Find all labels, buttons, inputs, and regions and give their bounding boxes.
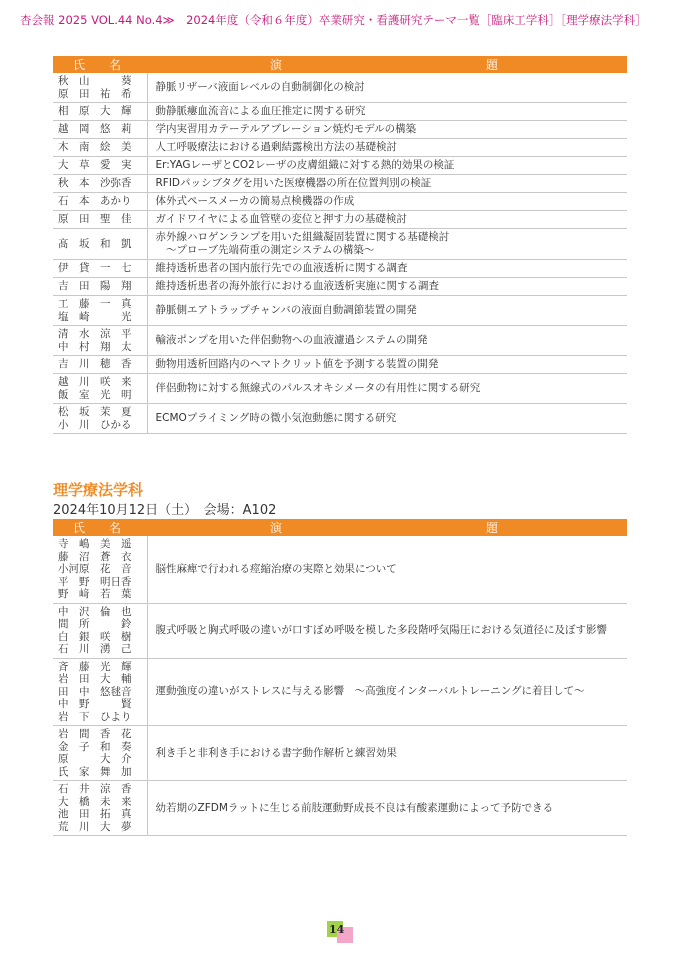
student-name: 原 大 介 bbox=[58, 753, 132, 765]
running-header: 杏会報 2025 VOL.44 No.4≫ 2024年度（令和６年度）卒業研究・看護研究テーマ一覧［臨床工学科］［理学療法学科］ bbox=[20, 13, 647, 27]
student-name: 藤 沼 蒼 衣 bbox=[58, 550, 132, 563]
student-name: 白 銀 咲 樹 bbox=[58, 630, 132, 643]
student-names-cell bbox=[53, 121, 147, 139]
research-title-line: 学内実習用カテーテルアブレーション焼灼モデルの構築 bbox=[155, 123, 417, 135]
table-row bbox=[53, 229, 627, 260]
student-name: 中 野 賢 bbox=[58, 698, 132, 710]
table-row bbox=[53, 211, 627, 229]
table-row bbox=[53, 326, 627, 356]
research-title-line: 腹式呼吸と胸式呼吸の違いが口すぼめ呼吸を模した多段階呼気陽圧における気道径に及ぼす影響 bbox=[155, 624, 607, 636]
student-name: 工 藤 一 真 bbox=[58, 298, 132, 310]
research-title-cell bbox=[147, 326, 627, 356]
student-names-cell bbox=[53, 536, 147, 603]
student-names-cell bbox=[53, 781, 147, 836]
table-row bbox=[53, 726, 627, 781]
student-name: 木 南 絵 美 bbox=[58, 141, 132, 154]
student-name: 松 坂 茉 夏 bbox=[58, 406, 132, 418]
research-title-line: 動静脈瘻血流音による血圧推定に関する研究 bbox=[155, 105, 366, 117]
student-name: 秋 本 沙弥香 bbox=[58, 177, 132, 190]
student-names-cell bbox=[53, 103, 147, 121]
student-names-cell bbox=[53, 356, 147, 374]
column-header-title: 演 題 bbox=[147, 519, 627, 536]
student-names-cell bbox=[53, 260, 147, 278]
student-name: 寺 嶋 美 遥 bbox=[58, 538, 132, 550]
research-title-cell bbox=[147, 103, 627, 121]
student-name: 石 井 涼 香 bbox=[58, 783, 132, 795]
research-title-cell bbox=[147, 175, 627, 193]
student-names-cell bbox=[53, 157, 147, 175]
column-header-name: 氏 名 bbox=[53, 519, 147, 536]
student-name: 田 中 悠毬音 bbox=[58, 685, 132, 698]
student-name: 池 田 拓 真 bbox=[58, 808, 132, 820]
student-name: 吉 川 穂 香 bbox=[58, 358, 132, 371]
research-title-cell bbox=[147, 139, 627, 157]
student-names-cell bbox=[53, 139, 147, 157]
research-title-line: 動物用透析回路内のヘマトクリット値を予測する装置の開発 bbox=[155, 358, 439, 370]
table-row bbox=[53, 781, 627, 836]
research-title-line: 維持透析患者の海外旅行における血液透析実施に関する調査 bbox=[155, 280, 439, 292]
student-names-cell bbox=[53, 374, 147, 404]
student-name: 平 野 明日香 bbox=[58, 575, 132, 588]
table-row bbox=[53, 103, 627, 121]
student-name: 塩 崎 光 bbox=[58, 310, 132, 323]
student-name: 中 村 翔 太 bbox=[58, 340, 132, 353]
student-names-cell bbox=[53, 73, 147, 103]
student-name: 飯 室 光 明 bbox=[58, 388, 132, 401]
student-name: 伊 貸 一 七 bbox=[58, 262, 132, 275]
research-title-cell bbox=[147, 229, 627, 260]
research-title-line: RFIDパッシブタグを用いた医療機器の所在位置判別の検証 bbox=[155, 177, 432, 189]
research-title-cell bbox=[147, 603, 627, 658]
research-title-cell bbox=[147, 193, 627, 211]
student-name: 秋 山 葵 bbox=[58, 75, 132, 87]
research-title-line: 幼若期のZFDMラットに生じる前肢運動野成長不良は有酸素運動によって予防できる bbox=[155, 801, 554, 814]
table-row bbox=[53, 260, 627, 278]
research-title-cell bbox=[147, 157, 627, 175]
research-title-line: ECMOプライミング時の微小気泡動態に関する研究 bbox=[155, 412, 397, 424]
student-name: 髙 坂 和 凱 bbox=[58, 237, 132, 250]
research-title-cell bbox=[147, 374, 627, 404]
student-names-cell bbox=[53, 175, 147, 193]
research-title-cell bbox=[147, 781, 627, 836]
student-name: 清 水 涼 平 bbox=[58, 328, 132, 340]
student-name: 越 川 咲 来 bbox=[58, 376, 132, 388]
student-name: 原 田 祐 希 bbox=[58, 87, 132, 100]
research-title-line: ～プローブ先端荷重の測定システムの構築～ bbox=[155, 244, 375, 256]
student-name: 岩 下 ひより bbox=[58, 710, 132, 723]
table-row bbox=[53, 374, 627, 404]
research-title-line: 体外式ペースメーカの簡易点検機器の作成 bbox=[155, 195, 355, 207]
column-header-name: 氏 名 bbox=[53, 56, 147, 73]
student-name: 岩 田 大 輔 bbox=[58, 673, 132, 685]
research-title-line: 利き手と非利き手における書字動作解析と練習効果 bbox=[155, 746, 397, 759]
student-name: 間 所 鈴 bbox=[58, 618, 132, 630]
student-name: 大 橋 未 来 bbox=[58, 795, 132, 808]
student-names-cell bbox=[53, 404, 147, 434]
research-title-line: 運動強度の違いがストレスに与える影響 ～高強度インターバルトレーニングに着目して～ bbox=[155, 685, 585, 698]
student-names-cell bbox=[53, 726, 147, 781]
research-title-line: Er:YAGレーザとCO2レーザの皮膚組織に対する熱的効果の検証 bbox=[155, 159, 455, 171]
student-name: 氏 家 舞 加 bbox=[58, 765, 132, 778]
student-name: 石 本 あかり bbox=[58, 195, 132, 208]
session-date-venue: 2024年10月12日（土） 会場：A102 bbox=[53, 503, 277, 518]
page-number-text: 14 bbox=[329, 923, 345, 936]
student-name: 金 子 和 奏 bbox=[58, 740, 132, 753]
research-title-cell bbox=[147, 260, 627, 278]
research-title-cell bbox=[147, 121, 627, 139]
research-title-line: 伴侶動物に対する無線式のパルスオキシメータの有用性に関する研究 bbox=[155, 382, 481, 394]
research-title-line: ガイドワイヤによる血管壁の変位と押す力の基礎検討 bbox=[155, 213, 407, 225]
research-title-line: 静脈側エアトラップチャンバの液面自動調節装置の開発 bbox=[155, 304, 417, 316]
student-name: 大 草 愛 実 bbox=[58, 159, 132, 172]
research-title-line: 脳性麻痺で行われる痙縮治療の実際と効果について bbox=[155, 562, 397, 575]
page-number bbox=[327, 921, 353, 943]
research-title-line: 赤外線ハロゲンランプを用いた組織凝固装置に関する基礎検討 bbox=[155, 231, 450, 243]
column-header-title: 演 題 bbox=[147, 56, 627, 73]
research-title-cell bbox=[147, 658, 627, 726]
student-names-cell bbox=[53, 658, 147, 726]
student-name: 原 田 聖 佳 bbox=[58, 213, 132, 226]
table-row bbox=[53, 658, 627, 726]
research-title-cell bbox=[147, 536, 627, 603]
table-row bbox=[53, 193, 627, 211]
table-header-row bbox=[53, 519, 627, 536]
student-names-cell bbox=[53, 296, 147, 326]
table-row bbox=[53, 404, 627, 434]
student-name: 中 沢 倫 也 bbox=[58, 605, 132, 618]
table-row bbox=[53, 356, 627, 374]
research-title-line: 人工呼吸療法における過剰結露検出方法の基礎検討 bbox=[155, 141, 397, 153]
table-row bbox=[53, 73, 627, 103]
clinical-engineering-theme-table bbox=[53, 56, 627, 434]
table-row bbox=[53, 603, 627, 658]
student-name: 石 川 湧 己 bbox=[58, 643, 132, 655]
research-title-line: 維持透析患者の国内旅行先での血液透析に関する調査 bbox=[155, 262, 408, 274]
student-name: 相 原 大 輝 bbox=[58, 105, 132, 118]
student-name: 吉 田 陽 翔 bbox=[58, 280, 132, 293]
research-title-cell bbox=[147, 296, 627, 326]
student-name: 小 川 ひかる bbox=[58, 418, 132, 431]
research-title-cell bbox=[147, 73, 627, 103]
student-names-cell bbox=[53, 211, 147, 229]
table-row bbox=[53, 121, 627, 139]
table-row bbox=[53, 278, 627, 296]
table-row bbox=[53, 139, 627, 157]
student-name: 野 﨑 若 葉 bbox=[58, 588, 132, 600]
table-row bbox=[53, 175, 627, 193]
student-names-cell bbox=[53, 326, 147, 356]
research-title-cell bbox=[147, 404, 627, 434]
student-name: 小河原 花 音 bbox=[58, 563, 132, 575]
student-name: 荒 川 大 夢 bbox=[58, 820, 132, 833]
research-title-cell bbox=[147, 211, 627, 229]
student-names-cell bbox=[53, 603, 147, 658]
table-row bbox=[53, 157, 627, 175]
physical-therapy-theme-table bbox=[53, 519, 627, 836]
student-name: 斉 藤 光 輝 bbox=[58, 660, 132, 673]
research-title-cell bbox=[147, 726, 627, 781]
research-title-cell bbox=[147, 278, 627, 296]
table-row bbox=[53, 536, 627, 603]
research-title-line: 輸液ポンプを用いた伴侶動物への血液濾過システムの開発 bbox=[155, 334, 428, 346]
student-names-cell bbox=[53, 193, 147, 211]
table-row bbox=[53, 296, 627, 326]
section-heading: 理学療法学科 bbox=[53, 481, 144, 499]
table-header-row bbox=[53, 56, 627, 73]
student-names-cell bbox=[53, 229, 147, 260]
research-title-line: 静脈リザーバ液面レベルの自動制御化の検討 bbox=[155, 81, 365, 93]
student-names-cell bbox=[53, 278, 147, 296]
student-name: 越 岡 悠 莉 bbox=[58, 123, 132, 136]
student-name: 岩 間 香 花 bbox=[58, 728, 132, 740]
research-title-cell bbox=[147, 356, 627, 374]
